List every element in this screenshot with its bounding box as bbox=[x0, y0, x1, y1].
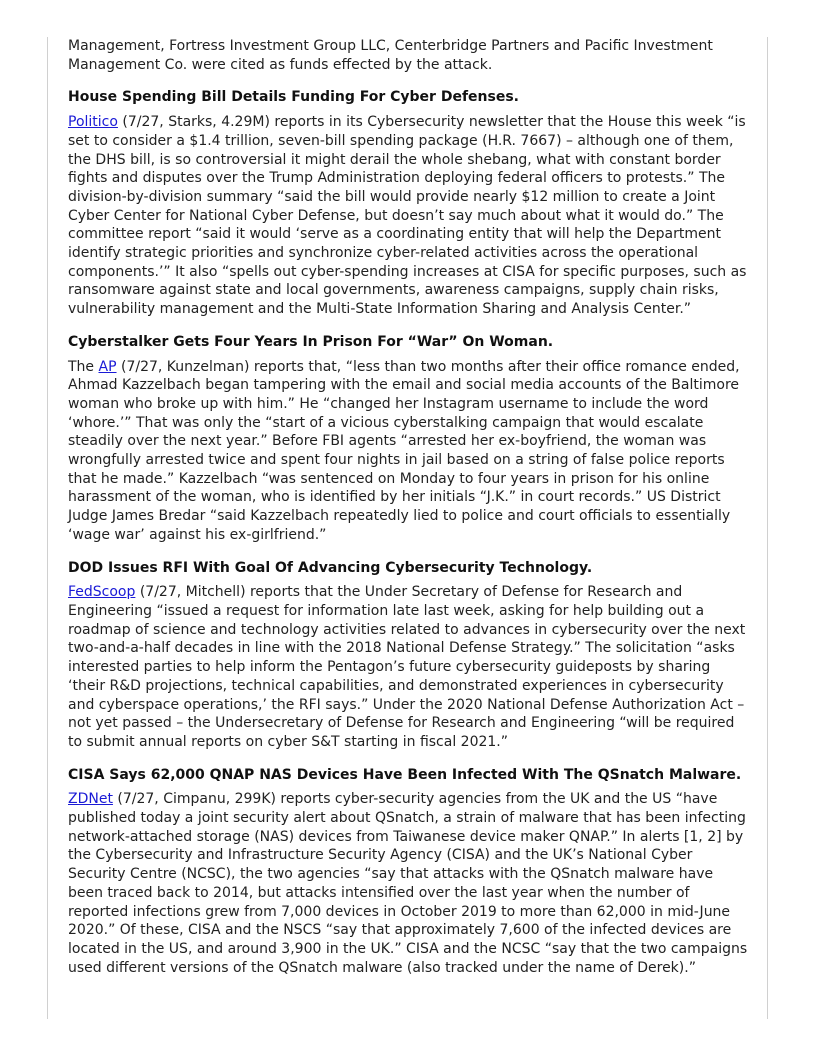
article-body: (7/27, Kunzelman) reports that, “less than two months after their office romance ended, Ahmad Kazzelbach began tampering with the email and social media accounts of the Baltimore woman who broke up with him.” He “changed her Instagram username to include the word ‘whore.’” That was only the “start of a vicious cyberstalking campaign that would escalate steadily over the next year.” Before FBI agents “arrested her ex-boyfriend, the woman was wrongfully arrested twice and spent four nights in jail based on a string of false police reports that he made.” Kazzelbach “was sentenced on Monday to four years in prison for his online harassment of the woman, who is identified by her initials “J.K.” in court records.” US District Judge James Bredar “said Kazzelbach repeatedly lied to police and court officials to essentially ‘wage war’ against his ex-girlfriend.” bbox=[68, 358, 740, 543]
intro-paragraph: Management, Fortress Investment Group LLC, Centerbridge Partners and Pacific Investment Management Co. were cited as funds effected by the attack. bbox=[68, 38, 713, 73]
article-body: (7/27, Starks, 4.29M) reports in its Cybersecurity newsletter that the House this week “is set to consider a $1.4 trillion, seven-bill spending package (H.R. 7667) – although one of them, the DHS bill, is so controversial it might derail the whole shebang, what with constant border fights and disputes over the Trump Administration deploying federal officers to protests.” The division-by-division summary “said the bill would provide nearly $12 million to create a Joint Cyber Center for National Cyber Defense, but doesn’t say much about what it would do.” The committee report “said it would ‘serve as a coordinating entity that will help the Department identify strategic priorities and synchronize cyber-related activities across the operational components.’” It also “spells out cyber-spending increases at CISA for specific purposes, such as ransomware against state and local governments, awareness campaigns, supply chain risks, vulnerability management and the Multi-State Information Sharing and Analysis Center.” bbox=[68, 114, 747, 318]
article-cyberstalker bbox=[68, 358, 750, 545]
headline-cyberstalker: Cyberstalker Gets Four Years In Prison For “War” On Woman. bbox=[68, 333, 554, 350]
source-link-zdnet[interactable]: ZDNet bbox=[68, 791, 113, 808]
article-house-spending bbox=[68, 113, 750, 319]
newsletter-body bbox=[68, 37, 750, 977]
article-dod-rfi bbox=[68, 583, 750, 751]
article-body: (7/27, Mitchell) reports that the Under Secretary of Defense for Research and Engineering “issued a request for information late last week, asking for help building out a roadmap of science and technology activities related to advances in cybersecurity over the next two-and-a-half decades in line with the 2018 National Defense Strategy.” The solicitation “asks interested parties to help inform the Pentagon’s future cybersecurity guideposts by sharing ‘their R&D projections, technical capabilities, and demonstrated experiences in cybersecurity and cyberspace operations,’ the RFI says.” Under the 2020 National Defense Authorization Act – not yet passed – the Undersecretary of Defense for Research and Engineering “will be required to submit annual reports on cyber S&T starting in fiscal 2021.” bbox=[68, 584, 746, 750]
left-margin-rule bbox=[47, 37, 48, 1019]
headline-dod-rfi: DOD Issues RFI With Goal Of Advancing Cybersecurity Technology. bbox=[68, 559, 593, 576]
headline-qsnatch: CISA Says 62,000 QNAP NAS Devices Have Been Infected With The QSnatch Malware. bbox=[68, 766, 742, 783]
article-qsnatch bbox=[68, 790, 750, 977]
source-link-fedscoop[interactable]: FedScoop bbox=[68, 584, 136, 601]
headline-house-spending: House Spending Bill Details Funding For Cyber Defenses. bbox=[68, 89, 519, 106]
source-link-politico[interactable]: Politico bbox=[68, 114, 118, 131]
source-link-ap[interactable]: AP bbox=[98, 358, 117, 375]
article-prefix: The bbox=[68, 358, 99, 375]
right-margin-rule bbox=[767, 37, 768, 1019]
article-body: (7/27, Cimpanu, 299K) reports cyber-security agencies from the UK and the US “have published today a joint security alert about QSnatch, a strain of malware that has been infecting network-attached storage (NAS) devices from Taiwanese device maker QNAP.” In alerts [1, 2] by the Cybersecurity and Infrastructure Security Agency (CISA) and the UK’s National Cyber Security Centre (NCSC), the two agencies “say that attacks with the QSnatch malware have been traced back to 2014, but attacks intensified over the last year when the number of reported infections grew from 7,000 devices in October 2019 to more than 62,000 in mid-June 2020.” Of these, CISA and the NSCS “say that approximately 7,600 of the infected devices are located in the US, and around 3,900 in the UK.” CISA and the NCSC “say that the two campaigns used different versions of the QSnatch malware (also tracked under the name of Derek).” bbox=[68, 791, 748, 976]
